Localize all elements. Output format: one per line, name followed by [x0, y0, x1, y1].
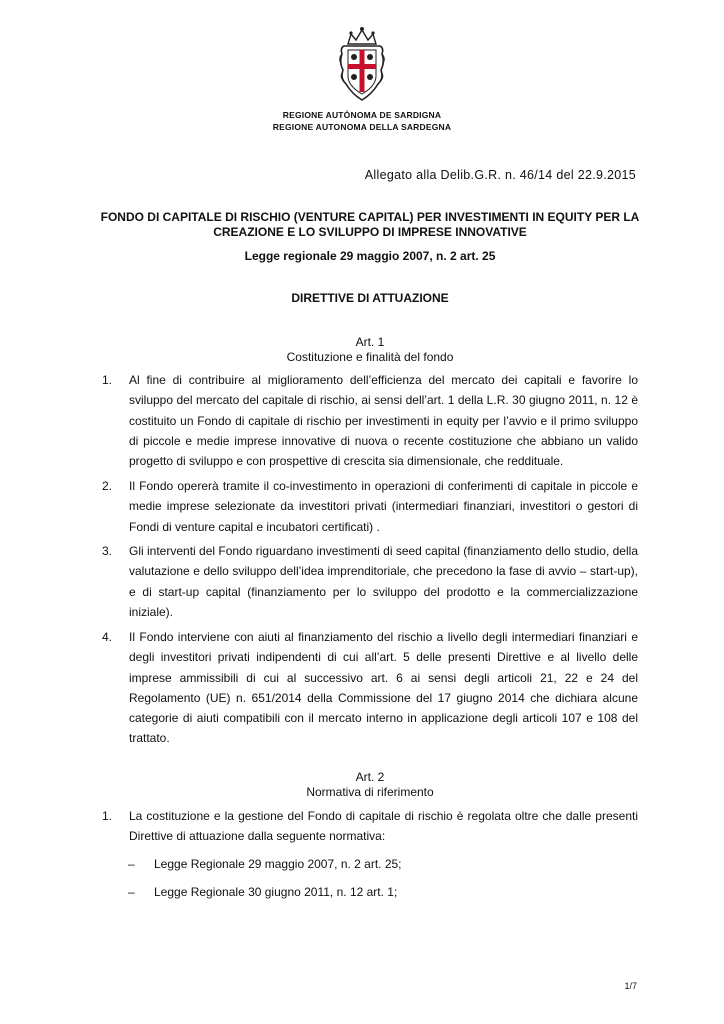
article-2-title: Normativa di riferimento	[306, 785, 434, 799]
item-text: Al fine di contribuire al miglioramento dell’efficienza del mercato dei capitali e favorire lo sviluppo del mercato del capitale di rischio, ai sensi dell’art. 1 della L.R. 30 giugno 2011, n. 12 è costituito un Fondo di capitale di rischio per investimenti in equity per l’avvio e il primo sviluppo di piccole e medie imprese innovative di nuova o recente costituzione che abbiano un valido progetto di sviluppo e con prospettive di crescita sia dimensionale, che reddituale.	[129, 373, 638, 469]
article-1-title: Costituzione e finalità del fondo	[286, 350, 454, 364]
annex-reference: Allegato alla Delib.G.R. n. 46/14 del 22.9.2015	[364, 168, 636, 182]
page-number: 1/7	[624, 981, 637, 991]
article-2-subitem-1	[128, 857, 402, 871]
subitem-text: Legge Regionale 30 giugno 2011, n. 12 art. 1;	[154, 885, 398, 899]
region-name-sardinian: REGIONE AUTÒNOMA DE SARDIGNA	[282, 110, 442, 120]
article-1-item-4	[102, 627, 638, 749]
law-reference: Legge regionale 29 maggio 2007, n. 2 art. 25	[244, 249, 496, 263]
article-1-number: Art. 1	[355, 335, 385, 349]
article-1-heading	[100, 335, 640, 365]
item-text: Il Fondo opererà tramite il co-investimento in operazioni di conferimenti di capitale in piccole e medie imprese selezionate da investitori privati (intermediari finanziari, investitori o gestori di Fondi di venture capital e incubatori certificati) .	[129, 479, 638, 534]
article-1-item-3	[102, 541, 638, 622]
sardinia-emblem-icon	[338, 24, 386, 104]
item-number: 1.	[102, 809, 113, 823]
item-number: 2.	[102, 479, 113, 493]
dash-bullet: –	[128, 885, 135, 899]
dash-bullet: –	[128, 857, 135, 871]
item-text: La costituzione e la gestione del Fondo di capitale di rischio è regolata oltre che dalle presenti Direttive di attuazione dalla seguente normativa:	[129, 809, 638, 844]
item-number: 1.	[102, 373, 113, 387]
document-title: FONDO DI CAPITALE DI RISCHIO (VENTURE CAPITAL) PER INVESTIMENTI IN EQUITY PER LA CREAZIONE E LO SVILUPPO DI IMPRESE INNOVATIVE	[100, 210, 640, 239]
article-2-number: Art. 2	[355, 770, 385, 784]
region-name-italian: REGIONE AUTONOMA DELLA SARDEGNA	[272, 122, 452, 132]
article-1-item-2	[102, 476, 638, 537]
article-2-subitem-2	[128, 885, 397, 899]
section-heading: DIRETTIVE DI ATTUAZIONE	[291, 291, 449, 305]
item-number: 3.	[102, 544, 113, 558]
item-text: Il Fondo interviene con aiuti al finanziamento del rischio a livello degli intermediari finanziari e degli investitori privati indipendenti di cui all’art. 5 delle presenti Direttive e al livello delle imprese ammissibili di cui al successivo art. 6 ai sensi degli articoli 21, 22 e 24 del Regolamento (UE) n. 651/2014 della Commissione del 17 giugno 2014 che dichiara alcune categorie di aiuti compatibili con il mercato interno in applicazione degli articoli 107 e 108 del trattato.	[129, 630, 638, 746]
article-2-item-1	[102, 806, 638, 847]
article-1-item-1	[102, 370, 638, 471]
item-text: Gli interventi del Fondo riguardano investimenti di seed capital (finanziamento dello studio, della valutazione e dello sviluppo dell’idea imprenditoriale, che precedono la fase di avvio – start-up), e di start-up capital (finanziamento per lo sviluppo del prodotto e la commercializzazione iniziale).	[129, 544, 638, 619]
subitem-text: Legge Regionale 29 maggio 2007, n. 2 art. 25;	[154, 857, 402, 871]
item-number: 4.	[102, 630, 113, 644]
article-2-heading	[100, 770, 640, 800]
